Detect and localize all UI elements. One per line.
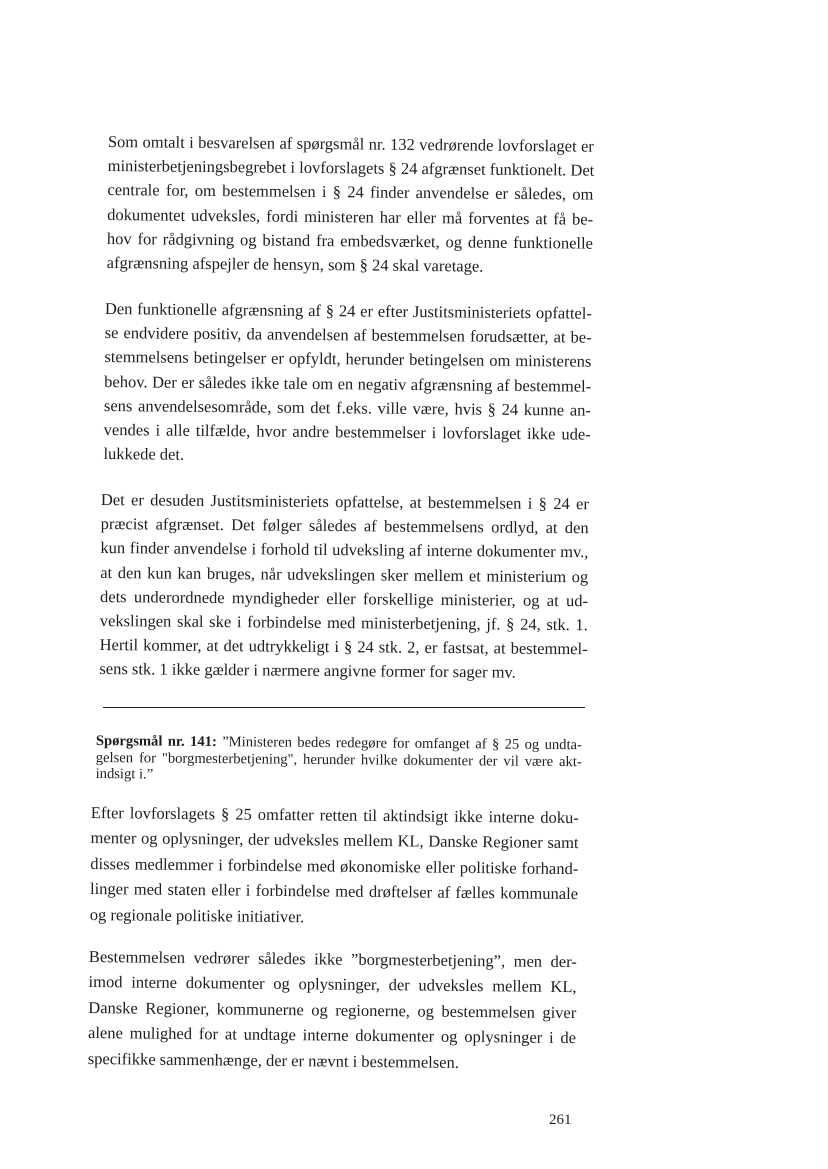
text-line: alene mulighed for at undtage interne dokumenter og oplysninger i de <box>87 1023 577 1048</box>
answer-paragraph-2 <box>88 944 577 1076</box>
text-line: vekslingen skal ske i forbindelse med ministerbetjening, jf. § 24, stk. 1. <box>99 611 588 635</box>
paragraph-1 <box>107 130 594 280</box>
text-line: Bestemmelsen vedrører således ikke ”borgmesterbetjening”, men der- <box>88 946 577 972</box>
section-divider <box>103 707 585 708</box>
text-line: at den kun kan bruges, når udvekslingen sker mellem et ministerium og <box>100 562 589 586</box>
text-line: linger med staten eller i forbindelse med drøftelser af fælles kommunale <box>89 879 579 904</box>
text-line: centrale for, om bestemmelsen i § 24 finder anvendelse er således, om <box>107 180 594 205</box>
text-line: Hertil kommer, at det udtrykkeligt i § 24 stk. 2, er fastsat, at bestemmel- <box>99 635 588 659</box>
text-line: Det er desuden Justitsministeriets opfattelse, at bestemmelsen i § 24 er <box>100 489 589 514</box>
text-line: disses medlemmer i forbindelse med økonomiske eller politiske forhand- <box>90 853 579 878</box>
text-line: behov. Der er således ikke tale om en negativ afgrænsning af bestemmel- <box>104 371 592 396</box>
text-line: vendes i alle tilfælde, hvor andre bestemmelser i lovforslaget ikke ude- <box>103 420 591 444</box>
text-line: Danske Regioner, kommunerne og regionerne, og bestemmelsen giver <box>88 997 577 1022</box>
paragraph-3 <box>99 488 589 686</box>
text-line: ministerbetjeningsbegrebet i lovforslagets § 24 afgrænset funktionelt. Det <box>107 156 595 180</box>
text-line: menter og oplysninger, der udveksles mellem KL, Danske Regioner samt <box>90 828 579 853</box>
text-line: lukkede det. <box>103 444 185 464</box>
answer-paragraph-1 <box>90 800 579 932</box>
text-line: stemmelsens betingelser er opfyldt, herunder betingelsen om ministerens <box>104 347 592 372</box>
question-label: Spørgsmål nr. 141: <box>95 733 217 751</box>
text-line: kun finder anvendelse i forhold til udveksling af interne dokumenter mv., <box>100 538 589 562</box>
text-line: imod interne dokumenter og oplysninger, der udveksles mellem KL, <box>88 972 577 997</box>
text-line: sens stk. 1 ikke gælder i nærmere angivne former for sager mv. <box>99 659 516 683</box>
text-line: hov for rådgivning og bistand fra embedsværket, og denne funktionelle <box>106 228 594 253</box>
question-141 <box>96 733 582 787</box>
paragraph-2 <box>103 297 592 471</box>
question-text: ”Ministeren bedes redegøre for omfanget af § 25 og undta- <box>216 734 582 754</box>
text-line: se endvidere positiv, da anvendelsen af bestemmelsen forudsætter, at be- <box>104 323 592 347</box>
text-line: afgrænsning afspejler de hensyn, som § 24 skal varetage. <box>106 253 484 276</box>
question-line: gelsen for "borgmesterbetjening", herunder hvilke dokumenter der vil være akt- <box>95 749 582 770</box>
page-number: 261 <box>549 1112 572 1128</box>
text-line: Den funktionelle afgrænsning af § 24 er efter Justitsministeriets opfattel- <box>104 298 592 323</box>
text-line: dets underordnede myndigheder eller forskellige ministerier, og at ud- <box>99 586 589 611</box>
text-line: præcist afgrænset. Det følger således af bestemmelsens ordlyd, at den <box>100 514 589 538</box>
question-line: indsigt i.” <box>95 765 154 783</box>
text-line: specifikke sammenhænge, der er nævnt i bestemmelsen. <box>87 1048 460 1072</box>
text-line: Efter lovforslagets § 25 omfatter retten til aktindsigt ikke interne doku- <box>90 802 579 828</box>
text-line: sens anvendelsesområde, som det f.eks. ville være, hvis § 24 kunne an- <box>103 395 592 420</box>
text-line: dokumentet udveksles, fordi ministeren har eller må forventes at få be- <box>107 204 594 229</box>
text-line: Som omtalt i besvarelsen af spørgsmål nr. 132 vedrørende lovforslaget er <box>107 131 594 156</box>
text-line: og regionale politiske initiativer. <box>89 904 305 926</box>
